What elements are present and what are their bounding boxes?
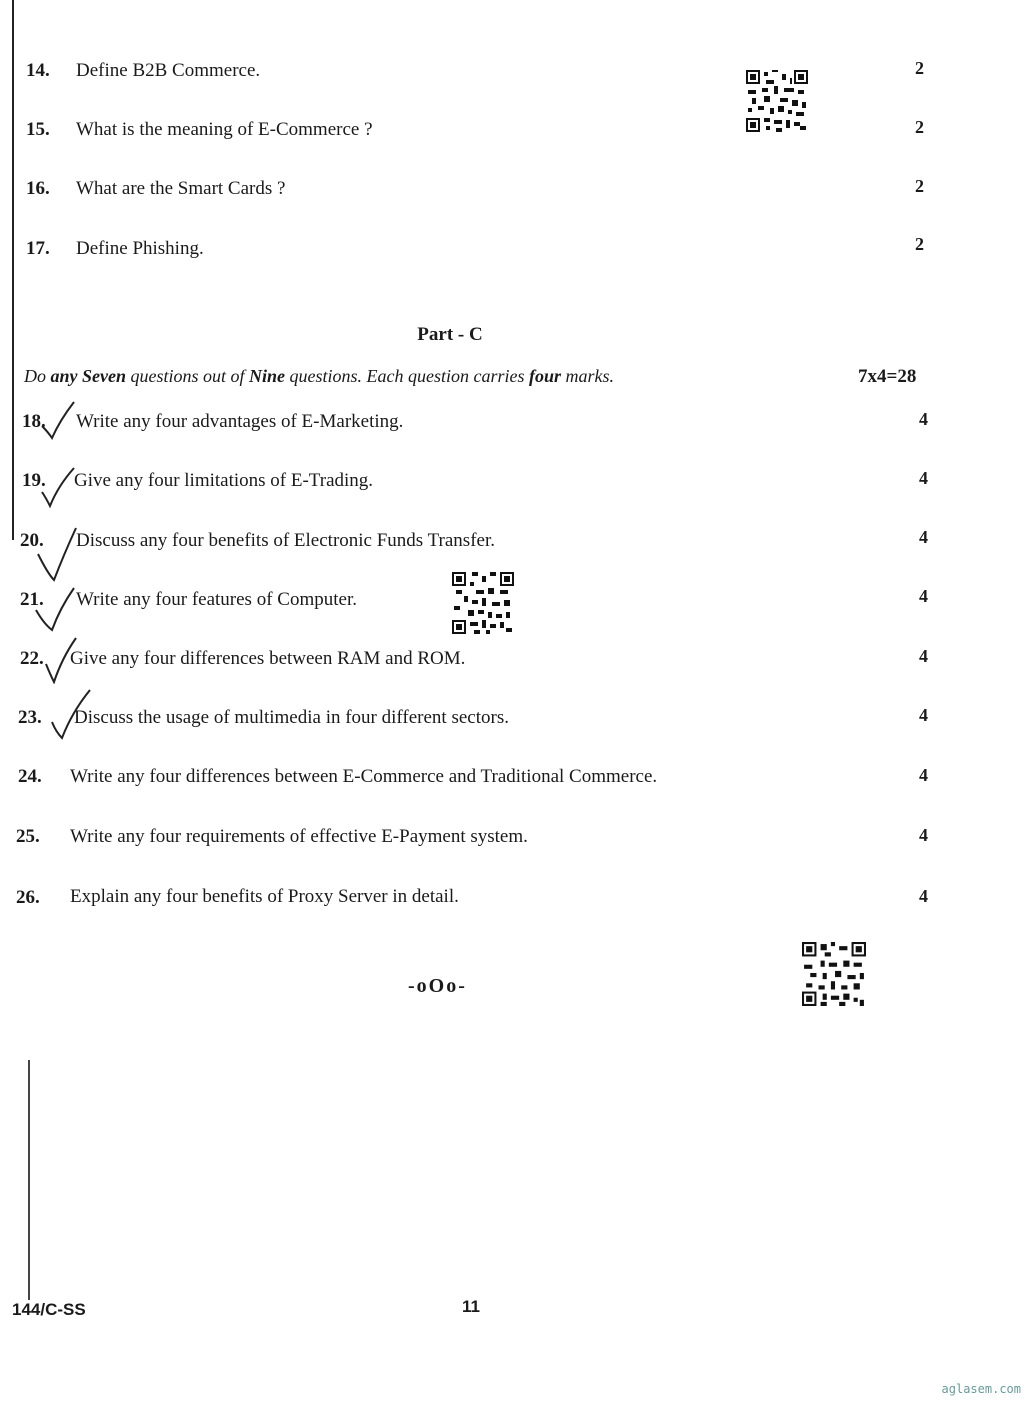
question-number: 17. <box>26 238 50 259</box>
question-number: 20. <box>20 530 44 551</box>
question-text: Write any four requirements of effective E-Payment system. <box>70 826 528 847</box>
checkmark-icon <box>46 688 94 740</box>
question-number: 19. <box>22 470 46 491</box>
question-number: 23. <box>18 707 42 728</box>
page-number: 11 <box>462 1297 480 1316</box>
checkmark-icon <box>36 398 76 442</box>
question-number: 18. <box>22 411 46 432</box>
question-text: Define B2B Commerce. <box>76 60 261 81</box>
question-text: Discuss the usage of multimedia in four different sectors. <box>74 707 509 728</box>
question-text: Write any four advantages of E-Marketing. <box>76 411 404 432</box>
question-number: 24. <box>18 766 42 787</box>
question-marks: 4 <box>919 825 928 845</box>
qr-code-icon <box>452 572 514 634</box>
question-text: Give any four differences between RAM and ROM. <box>70 648 466 669</box>
question-marks: 2 <box>915 234 924 254</box>
qr-code-icon <box>802 942 866 1006</box>
question-number: 21. <box>20 589 44 610</box>
question-text: What is the meaning of E-Commerce ? <box>76 119 373 140</box>
question-marks: 4 <box>919 646 928 666</box>
question-marks: 4 <box>919 886 928 906</box>
question-text: Discuss any four benefits of Electronic Funds Transfer. <box>76 530 495 551</box>
question-marks: 4 <box>919 409 928 429</box>
question-text: Give any four limitations of E-Trading. <box>74 470 374 491</box>
question-number: 22. <box>20 648 44 669</box>
question-marks: 4 <box>919 586 928 606</box>
question-text: Define Phishing. <box>76 238 204 259</box>
question-text: Explain any four benefits of Proxy Server in detail. <box>70 886 459 907</box>
question-marks: 2 <box>915 117 924 137</box>
checkmark-icon <box>34 524 82 582</box>
question-text: Write any four differences between E-Commerce and Traditional Commerce. <box>70 766 658 787</box>
marks-scheme: 7x4=28 <box>858 366 917 387</box>
question-number: 14. <box>26 60 50 81</box>
checkmark-icon <box>38 464 78 508</box>
question-number: 16. <box>26 178 50 199</box>
question-marks: 4 <box>919 468 928 488</box>
question-marks: 2 <box>915 58 924 78</box>
question-number: 15. <box>26 119 50 140</box>
watermark-text: aglasem.com <box>941 1382 1021 1396</box>
margin-line-bottom <box>28 1060 30 1300</box>
part-c-instruction: Do any Seven questions out of Nine questions. Each question carries four marks. <box>24 366 615 386</box>
qr-code-icon <box>746 70 808 132</box>
question-marks: 4 <box>919 527 928 547</box>
question-text: Write any four features of Computer. <box>76 589 357 610</box>
margin-line-top <box>12 0 14 540</box>
question-marks: 2 <box>915 176 924 196</box>
end-of-paper-mark: -oOo- <box>408 975 467 997</box>
question-number: 26. <box>16 887 40 908</box>
checkmark-icon <box>32 584 80 634</box>
part-c-title: Part - C <box>417 324 483 345</box>
checkmark-icon <box>34 634 82 684</box>
question-marks: 4 <box>919 765 928 785</box>
paper-code: 144/C-SS <box>12 1300 86 1319</box>
question-number: 25. <box>16 826 40 847</box>
question-text: What are the Smart Cards ? <box>76 178 286 199</box>
question-marks: 4 <box>919 705 928 725</box>
